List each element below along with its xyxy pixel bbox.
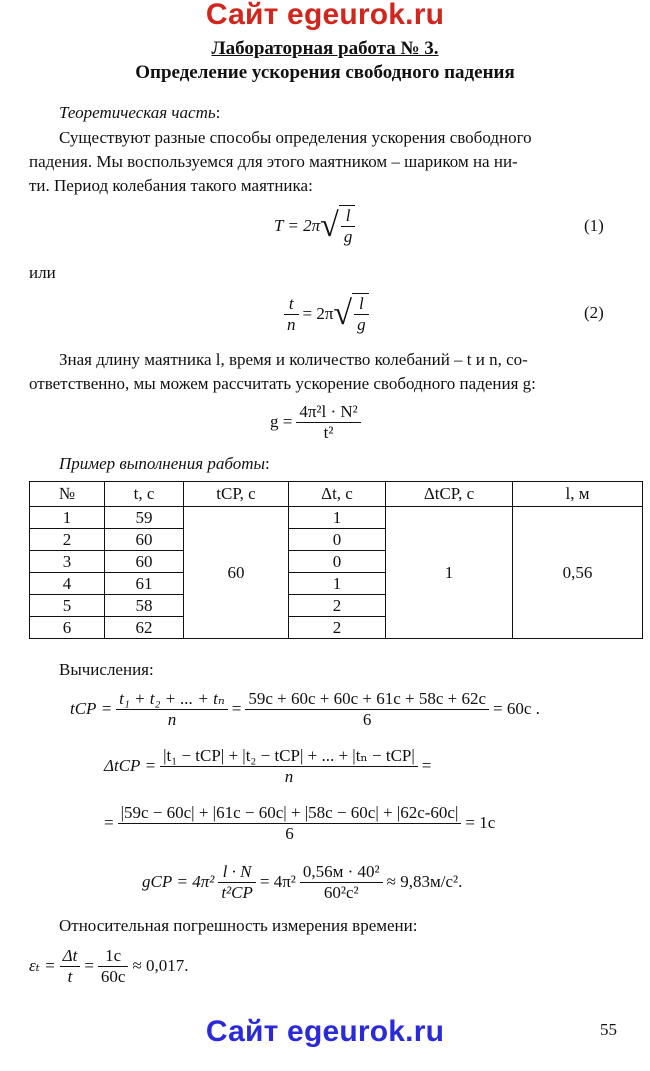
cell-time: 60 <box>105 529 184 551</box>
lab-title: Лабораторная работа № 3. <box>211 38 439 59</box>
results-table <box>29 481 643 639</box>
cell-number: 4 <box>30 573 105 595</box>
or-text: или <box>29 263 56 282</box>
col-header-number: № <box>30 482 105 507</box>
page-number: 55 <box>600 1020 617 1039</box>
theory-para1-line1: Существуют разные способы определения ускорения свободного <box>59 128 532 147</box>
cell-avg-dev: 1 <box>386 507 513 639</box>
equation-1: T = 2π √ $\frac{l}{g}$ <box>274 198 355 254</box>
cell-length: 0,56 <box>513 507 643 639</box>
lab-subtitle: Определение ускорения свободного падения <box>135 62 515 83</box>
table-row <box>30 507 643 529</box>
cell-number: 2 <box>30 529 105 551</box>
cell-dev: 2 <box>289 617 386 639</box>
cell-time: 58 <box>105 595 184 617</box>
equation-1-number: (1) <box>584 216 604 235</box>
equation-g-avg: gСР = 4π² $\frac{l \cdot N}{\text{t²СР}}$ = 4π² $\frac{\text{0,56м · 40²}}{\text{60²с²}}$ ≈ 9,83м/с². <box>142 861 463 902</box>
calc-heading: Вычисления: <box>59 660 154 679</box>
cell-dev: 1 <box>289 573 386 595</box>
cell-avg-time: 60 <box>184 507 289 639</box>
cell-time: 59 <box>105 507 184 529</box>
theory-heading: Теоретическая часть: <box>59 103 221 122</box>
cell-dev: 0 <box>289 529 386 551</box>
theory-para2-line2: ответственно, мы можем рассчитать ускорение свободного падения g: <box>29 374 536 393</box>
cell-dev: 1 <box>289 507 386 529</box>
site-watermark-bottom: Сайт egeurok.ru <box>205 1015 445 1048</box>
theory-para1-line3: ти. Период колебания такого маятника: <box>29 176 313 195</box>
table-header-row <box>30 482 643 507</box>
cell-number: 3 <box>30 551 105 573</box>
col-header-avg-time: tСР, с <box>184 482 289 507</box>
theory-para1-line2: падения. Мы воспользуемся для этого маятником – шариком на ни- <box>29 152 518 171</box>
rel-error-text: Относительная погрешность измерения времени: <box>59 916 418 935</box>
equation-dt-avg: ΔtСР = $\frac{\text{|t₁ − tСР| + |t₂ − tСР| + ... + |tₙ − tСР|}}{n}$ = <box>104 745 432 786</box>
cell-dev: 0 <box>289 551 386 573</box>
cell-dev: 2 <box>289 595 386 617</box>
col-header-dev: Δt, с <box>289 482 386 507</box>
theory-para2-line1: Зная длину маятника l, время и количество колебаний – t и n, со- <box>59 350 528 369</box>
cell-time: 61 <box>105 573 184 595</box>
equation-epsilon: εₜ = $\frac{\Delta t}{t}$ = $\frac{1с}{60с}$ ≈ 0,017. <box>29 945 189 986</box>
example-heading: Пример выполнения работы: <box>59 454 270 473</box>
col-header-avg-dev: ΔtСР, с <box>386 482 513 507</box>
equation-2-number: (2) <box>584 303 604 322</box>
equation-dt-avg-values: = $\frac{|59с - 60с| + |61с - 60с| + |58с - 60с| + |62с-60с|}{6}$ = 1с <box>104 802 496 843</box>
equation-3: g = $\frac{\text{4π²l · N²}}{\text{t²}}$ <box>270 398 361 446</box>
col-header-length: l, м <box>513 482 643 507</box>
site-watermark-top: Сайт egeurok.ru <box>205 0 445 31</box>
cell-number: 5 <box>30 595 105 617</box>
cell-number: 6 <box>30 617 105 639</box>
equation-2: $\frac{t}{n}$ = 2π √ $\frac{l}{g}$ <box>284 286 369 342</box>
cell-time: 60 <box>105 551 184 573</box>
col-header-time: t, с <box>105 482 184 507</box>
cell-time: 62 <box>105 617 184 639</box>
equation-t-avg: tСР = $\frac{\text{t₁ + t₂ + ... + tₙ}}{n}$ = $\frac{59с + 60с + 60с + 61с + 58с + 62с}{6}$ = 60с . <box>70 688 540 729</box>
cell-number: 1 <box>30 507 105 529</box>
